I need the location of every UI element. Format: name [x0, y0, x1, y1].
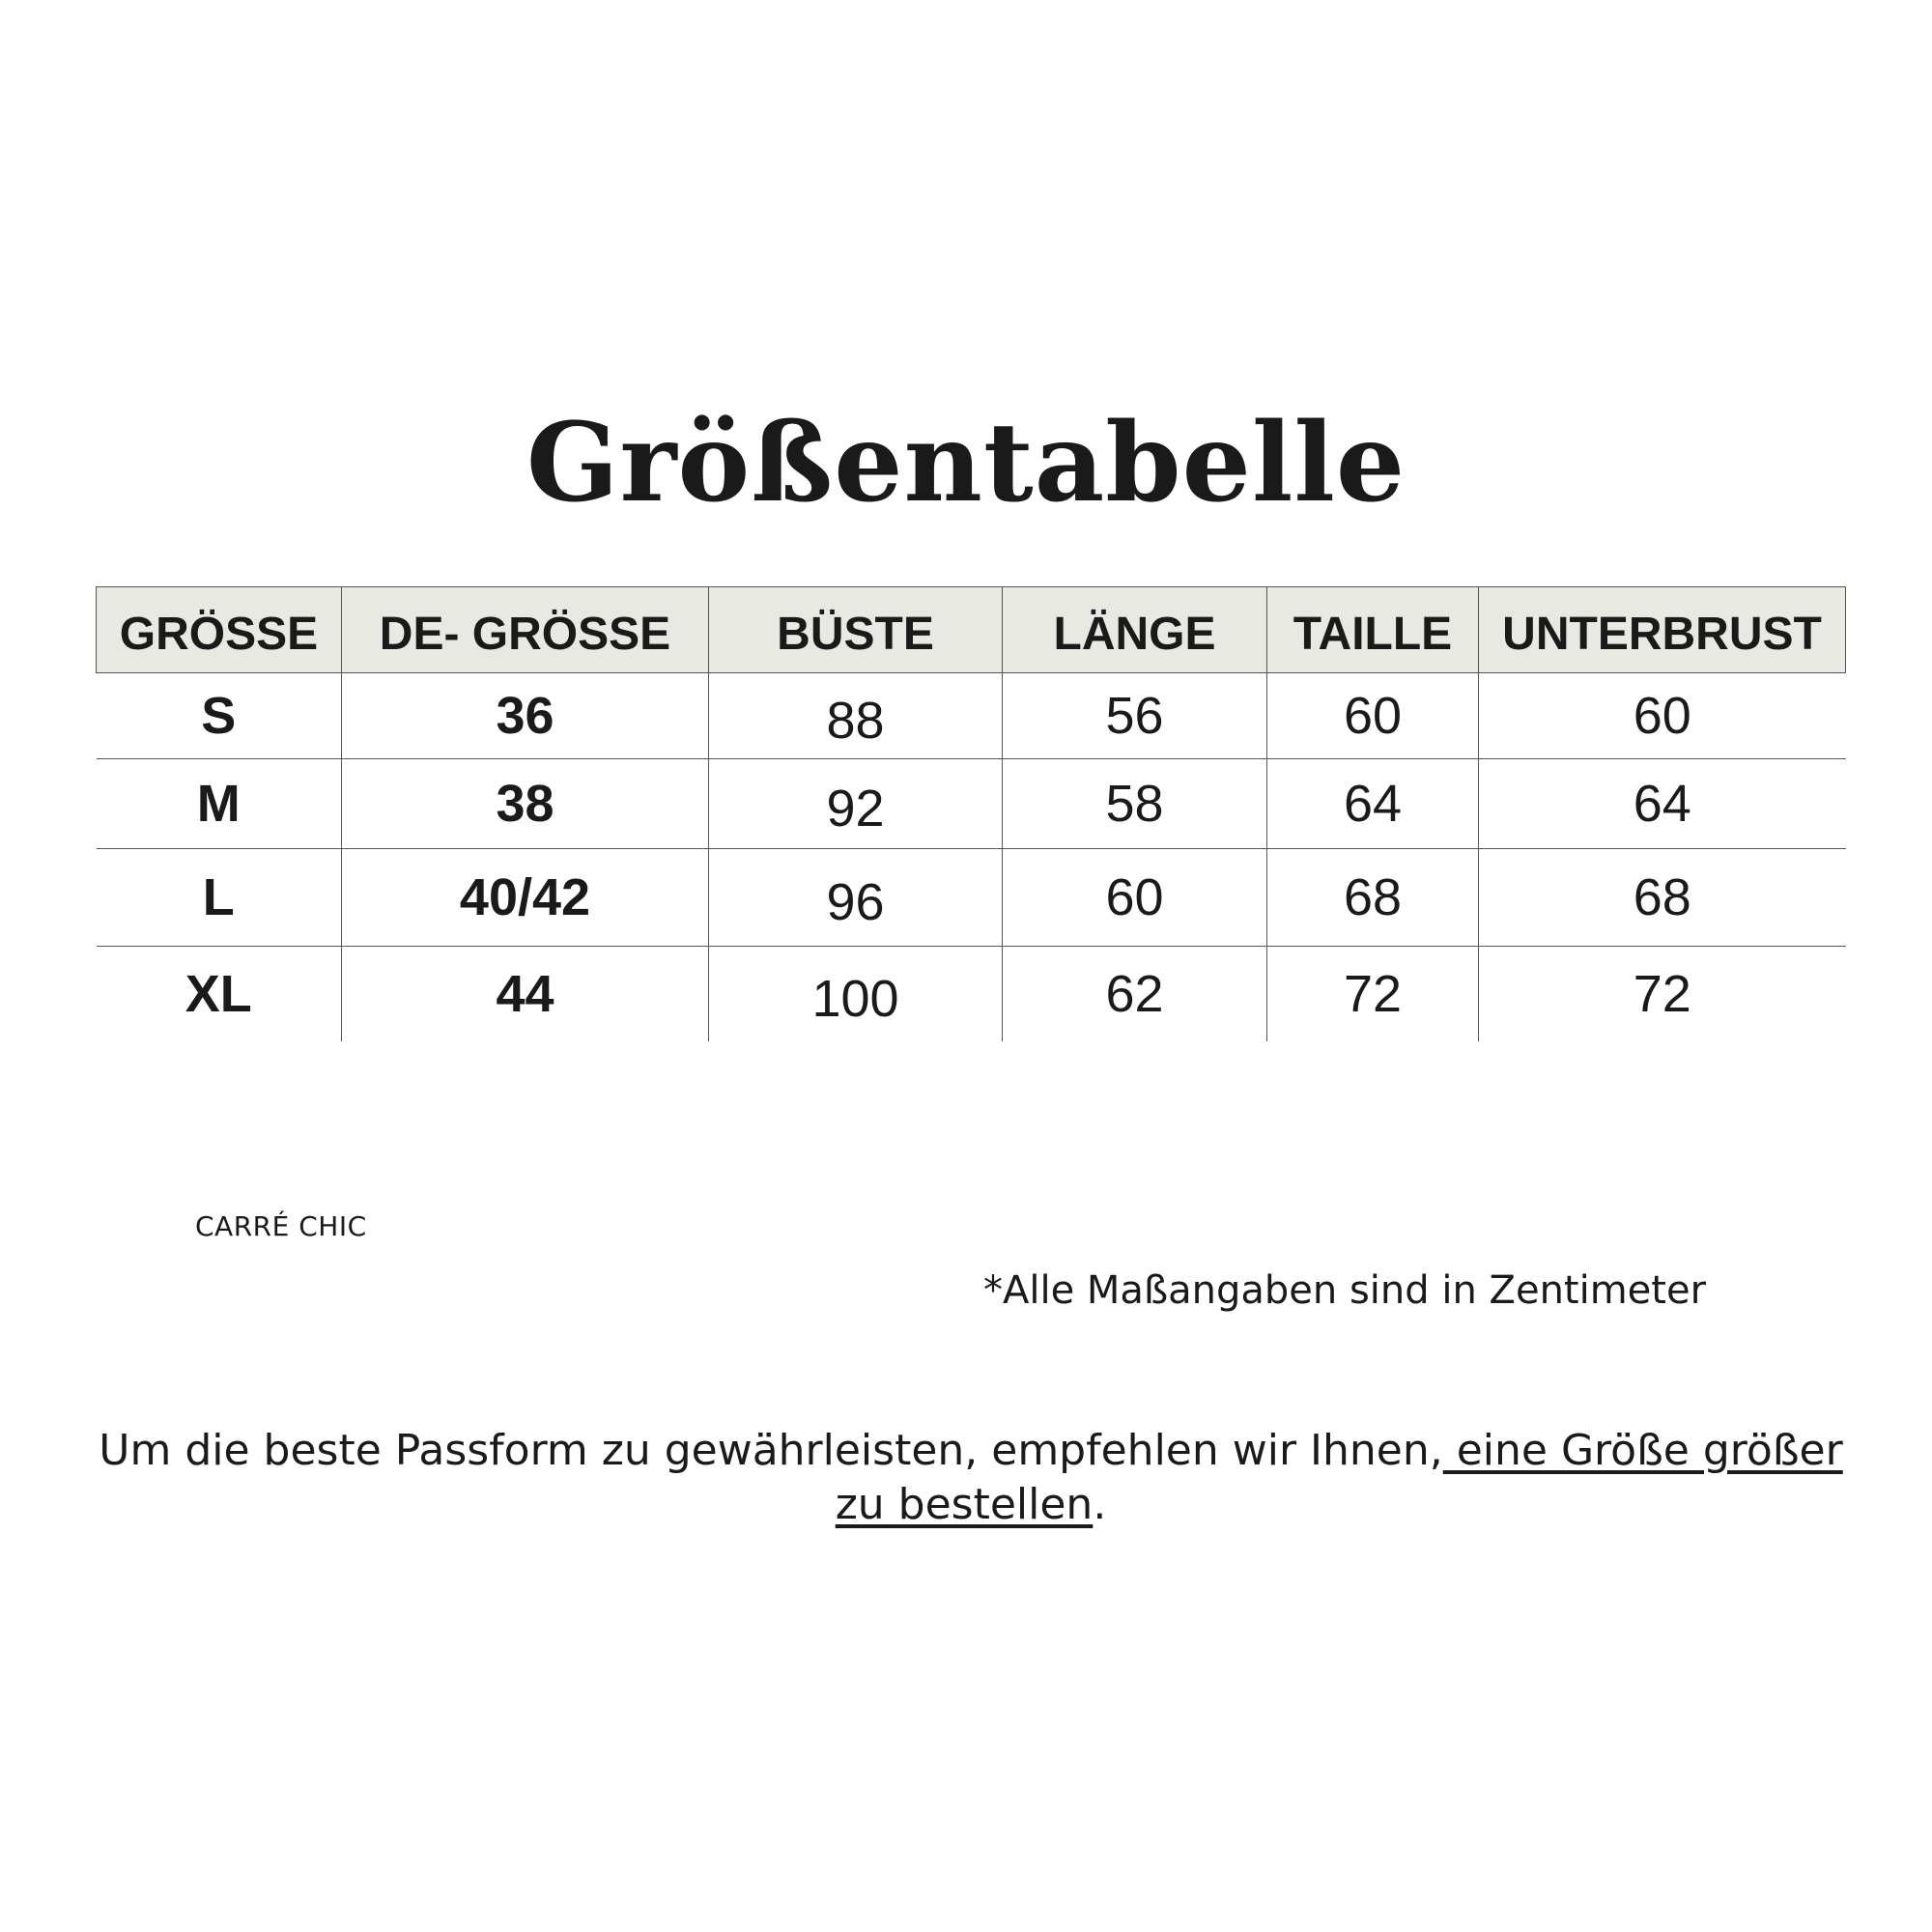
cell-underbust: 72	[1479, 947, 1846, 1042]
table-row	[97, 759, 1846, 849]
header-groesse: GRÖSSE	[97, 587, 342, 673]
fit-advice	[97, 1424, 1845, 1532]
fit-advice-emphasis: eine Größe größer zu bestellen	[835, 1426, 1843, 1529]
header-laenge: LÄNGE	[1003, 587, 1267, 673]
cell-length: 58	[1003, 759, 1267, 849]
table-row	[97, 673, 1846, 759]
cell-waist: 72	[1267, 947, 1479, 1042]
cell-de-size: 44	[342, 947, 709, 1042]
cell-length: 60	[1003, 849, 1267, 947]
header-taille: TAILLE	[1267, 587, 1479, 673]
table-row	[97, 947, 1846, 1042]
table-row	[97, 849, 1846, 947]
cell-waist: 68	[1267, 849, 1479, 947]
header-bueste: BÜSTE	[709, 587, 1003, 673]
size-chart-table	[96, 586, 1846, 1041]
cell-bust: 96	[709, 849, 1003, 947]
header-de-groesse: DE- GRÖSSE	[342, 587, 709, 673]
cell-de-size: 38	[342, 759, 709, 849]
brand-name: CARRÉ CHIC	[195, 1210, 367, 1242]
cell-waist: 60	[1267, 673, 1479, 759]
cell-underbust: 68	[1479, 849, 1846, 947]
fit-advice-end: .	[1093, 1480, 1107, 1529]
cell-size: XL	[185, 965, 252, 1023]
cell-bust: 88	[709, 673, 1003, 759]
cell-length: 62	[1003, 947, 1267, 1042]
cell-de-size: 40/42	[342, 849, 709, 947]
fit-advice-text: Um die beste Passform zu gewährleisten, empfehlen wir Ihnen,	[99, 1426, 1443, 1475]
cell-size: L	[97, 849, 342, 947]
cell-de-size: 36	[342, 673, 709, 759]
table-header-row	[97, 587, 1846, 673]
cell-size: M	[97, 759, 342, 849]
cell-bust: 92	[709, 759, 1003, 849]
cell-underbust: 64	[1479, 759, 1846, 849]
cell-bust: 100	[709, 947, 1003, 1042]
cell-size: S	[97, 673, 342, 759]
cell-length: 56	[1003, 673, 1267, 759]
page-title: Größentabelle	[526, 400, 1406, 526]
cell-waist: 64	[1267, 759, 1479, 849]
measurement-note: *Alle Maßangaben sind in Zentimeter	[983, 1268, 1707, 1313]
cell-underbust: 60	[1479, 673, 1846, 759]
header-unterbrust: UNTERBRUST	[1479, 587, 1846, 673]
